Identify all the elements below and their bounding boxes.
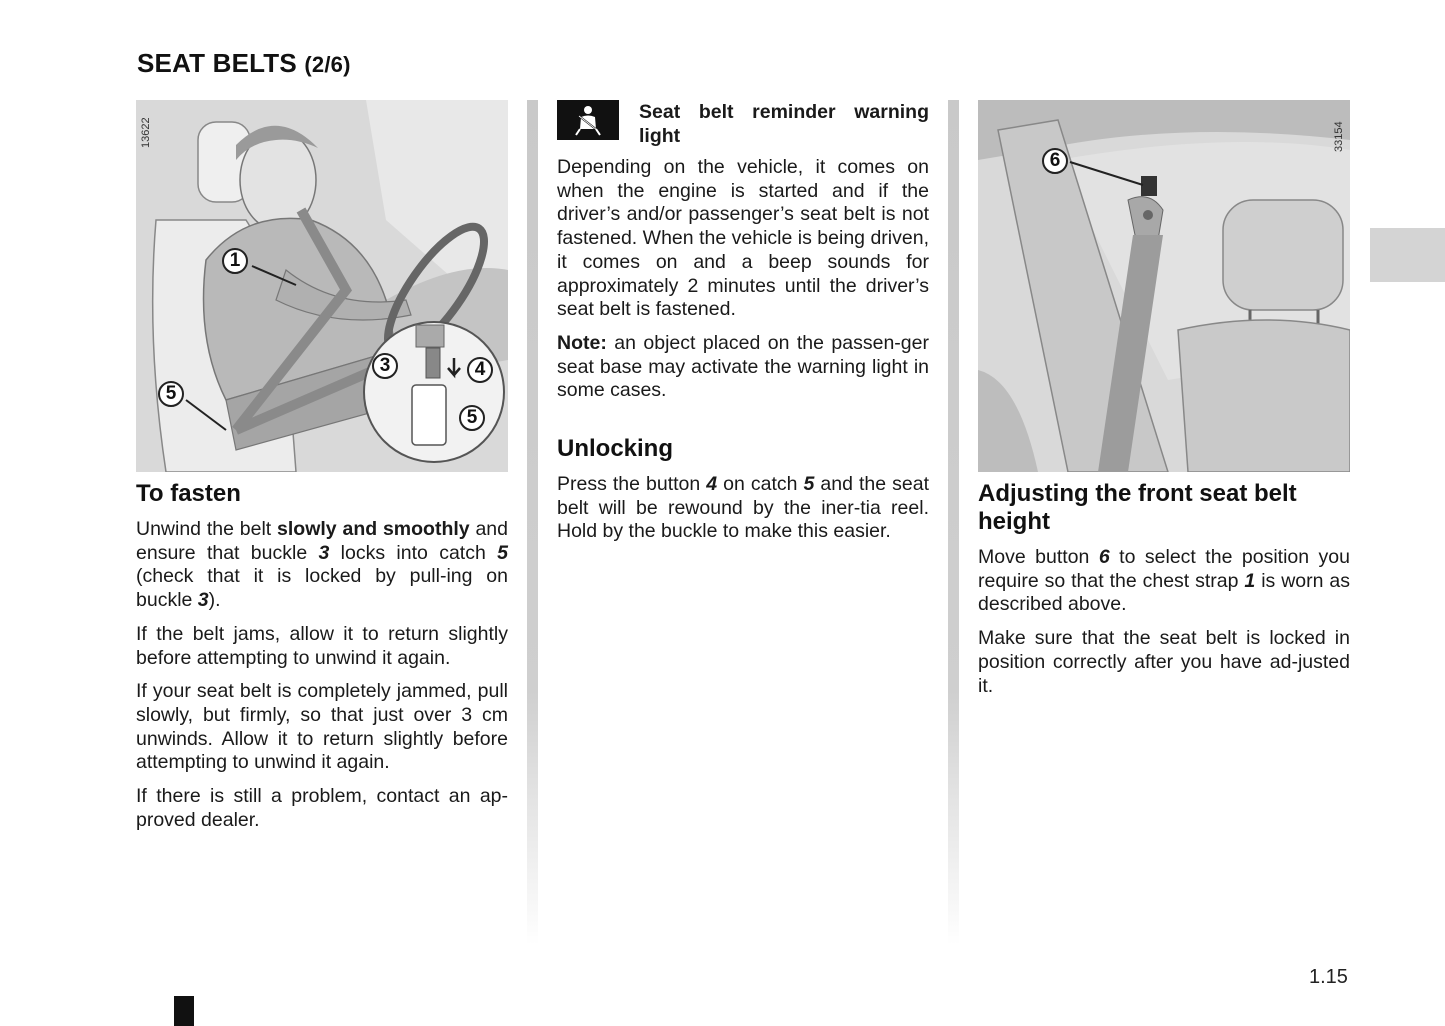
fasten-paragraph-1: Unwind the belt slowly and smoothly and ensure that buckle 3 locks into catch 5 (check that it is locked by pull-ing on buckle 3).: [136, 518, 508, 612]
column-height-adjust: [978, 100, 1350, 708]
page-part-indicator: (2/6): [304, 52, 351, 77]
figure-code: 33154: [1333, 121, 1345, 152]
print-mark: [174, 996, 194, 1026]
chapter-tab: [1370, 228, 1445, 282]
seat-belt-warning-icon: [557, 100, 619, 140]
adjust-paragraph-1: Move button 6 to select the position you require so that the chest strap 1 is worn as described above.: [978, 546, 1350, 616]
fasten-paragraph-4: If there is still a problem, contact an ap-proved dealer.: [136, 785, 508, 831]
driver-seatbelt-illustration: [136, 100, 508, 472]
heading-unlocking: Unlocking: [557, 435, 674, 463]
fasten-paragraph-3: If your seat belt is completely jammed, pull slowly, but firmly, so that just over 3 cm unwinds. Allow it to return slightly before attempting to unwind it again.: [136, 680, 508, 774]
column-divider: [527, 100, 538, 945]
page-title-text: SEAT BELTS: [137, 48, 297, 78]
pillar-seatbelt-illustration: [978, 100, 1350, 472]
figure-code: 13622: [140, 117, 152, 148]
pillar-illustration-drawing: [978, 100, 1350, 472]
callout-6: 6: [1042, 148, 1068, 174]
callout-1: 1: [222, 248, 248, 274]
unlocking-paragraph: Press the button 4 on catch 5 and the seat belt will be rewound by the iner-tia reel. Hold by the buckle to make this easier.: [557, 473, 929, 543]
note-paragraph: Note: an object placed on the passen-ger seat base may activate the warning light in some cases.: [557, 331, 929, 402]
heading-adjust-height: Adjusting the front seat belt height: [978, 480, 1297, 535]
callout-5: 5: [158, 381, 184, 407]
warning-paragraph: Depending on the vehicle, it comes on when the engine is started and if the driver’s and/or passenger’s seat belt is not fastened. When the vehicle is being driven, it comes on and a beep sounds for approximately 2 minutes until the driver’s seat belt is fastened.: [557, 156, 929, 321]
page-title: [137, 48, 351, 79]
callout-3: 3: [372, 353, 398, 379]
callout-5-detail: 5: [459, 405, 485, 431]
fasten-paragraph-2: If the belt jams, allow it to return slightly before attempting to unwind it again.: [136, 622, 508, 669]
heading-to-fasten: To fasten: [136, 480, 241, 507]
callout-4: 4: [467, 357, 493, 383]
column-divider: [948, 100, 959, 945]
warning-light-title: Seat belt reminder warning light: [639, 101, 929, 147]
page-number: 1.15: [1309, 966, 1348, 988]
warning-light-header: [557, 100, 929, 148]
adjust-paragraph-2: Make sure that the seat belt is locked in position correctly after you have ad-justed it.: [978, 627, 1350, 697]
driver-illustration-drawing: [136, 100, 508, 472]
column-fasten: [136, 100, 508, 842]
column-warning-unlocking: [557, 100, 929, 554]
